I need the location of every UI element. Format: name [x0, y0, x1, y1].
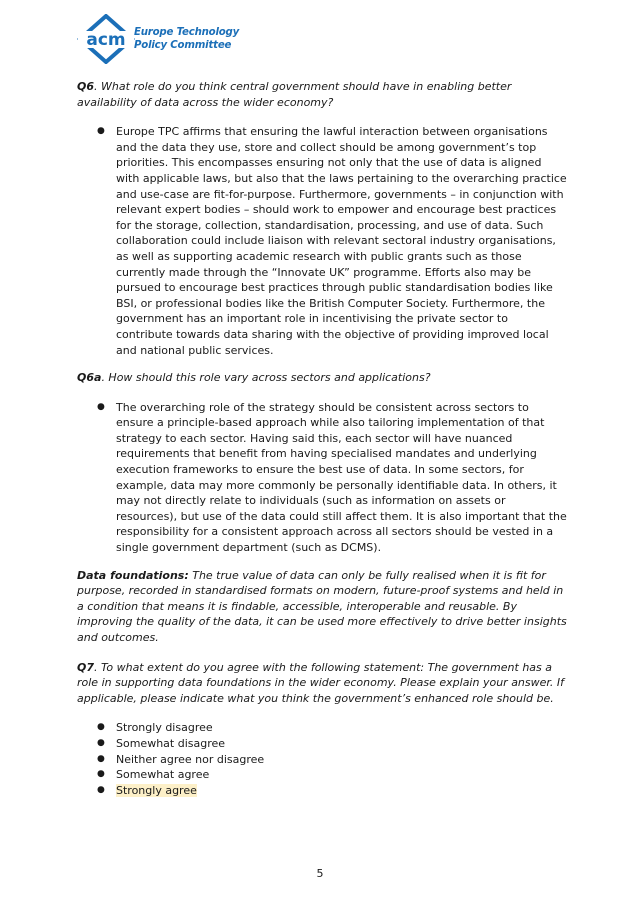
selected-option-label: Strongly agree [116, 783, 197, 797]
list-item [97, 783, 567, 799]
question-label: Q6 [77, 80, 95, 93]
org-name-line2: Policy Committee [134, 40, 232, 51]
question-text: . How should this role vary across sectors and applications? [101, 371, 431, 385]
bullet-icon: ● [97, 769, 105, 780]
page-number: 5 [316, 867, 324, 880]
org-name-line1: Europe Technology [134, 27, 240, 38]
org-name [134, 26, 239, 52]
list-item [97, 736, 567, 752]
question-q6a [77, 370, 567, 386]
section-label: Data foundations: [77, 568, 189, 582]
answer-list [77, 400, 567, 556]
document-body [77, 79, 567, 810]
bullet-icon: ● [97, 737, 105, 748]
option-label: Neither agree nor disagree [116, 752, 265, 766]
question-q7 [77, 660, 567, 707]
list-item [97, 400, 567, 556]
question-label: Q6a [77, 371, 102, 385]
list-item [97, 124, 567, 358]
answer-text: Europe TPC affirms that ensuring the lawful interaction between organisations and the data they use, store and collect should be among government’s top priorities. This encompasses ensuring not only that the use of data is aligned with applicable laws, but also that the laws pertaining to the overarching practice and use-case are fit-for-purpose. Furthermore, governments – in conjunction with relevant expert bodies – should work to empower and encourage best practices for the storage, collection, standardisation, processing, and use of data. Such collaboration could include liaison with relevant sectoral industry organisations, as well as supporting academic research with public grants such as those currently made through the “Innovate UK” programme. Efforts also may be pursued to encourage best practices through public standardisation bodies like BSI, or professional bodies like the British Computer Society. Furthermore, the government has an important role in incentivising the private sector to contribute towards data sharing with the objective of providing improved local and national public services. [116, 125, 567, 357]
answer-text: The overarching role of the strategy should be consistent across sectors to ensure a principle-based approach while also tailoring implementation of that strategy to each sector. Having said this, each sector will have nuanced requirements that benefit from having specialised mandates and underlying execution frameworks to ensure the best use of data. In some sectors, for example, data may more commonly be personally identifiable data. In others, it may not directly relate to individuals (such as information on assets or resources), but use of the data could still affect them. It is also important that the responsibility for a consistent approach across all sectors should be vested in a single government department (such as DCMS). [116, 400, 567, 555]
bullet-icon: ● [97, 126, 105, 137]
question-text: . To what extent do you agree with the following statement: The government has a role in supporting data foundations in the wider economy. Please explain your answer. If applicable, please indicate what you think the government’s enhanced role should be. [77, 660, 565, 705]
acm-logo [76, 14, 246, 64]
option-label: Somewhat agree [116, 768, 210, 782]
answer-list [77, 124, 567, 358]
question-label: Q7 [77, 660, 95, 674]
list-item [97, 752, 567, 768]
bullet-icon: ● [97, 753, 105, 764]
question-q6 [77, 79, 567, 110]
bullet-icon: ● [97, 401, 105, 412]
list-item [97, 720, 567, 736]
section-data-foundations [77, 568, 567, 646]
bullet-icon: ● [97, 722, 105, 733]
option-label: Strongly disagree [116, 721, 213, 735]
answer-options [77, 720, 567, 798]
section-text: The true value of data can only be fully realised when it is fit for purpose, recorded in standardised formats on modern, future-proof systems and held in a condition that means it is findable, accessible, interoperable and reusable. By improving the quality of the data, it can be used more effectively to drive better insights and outcomes. [77, 568, 567, 644]
acm-diamond-icon [76, 14, 136, 64]
option-label: Somewhat disagree [116, 736, 226, 750]
list-item [97, 767, 567, 783]
svg-text:acm: acm [86, 30, 126, 50]
question-text: . What role do you think central government should have in enabling better availability of data across the wider economy? [77, 80, 512, 109]
bullet-icon: ● [97, 784, 105, 795]
